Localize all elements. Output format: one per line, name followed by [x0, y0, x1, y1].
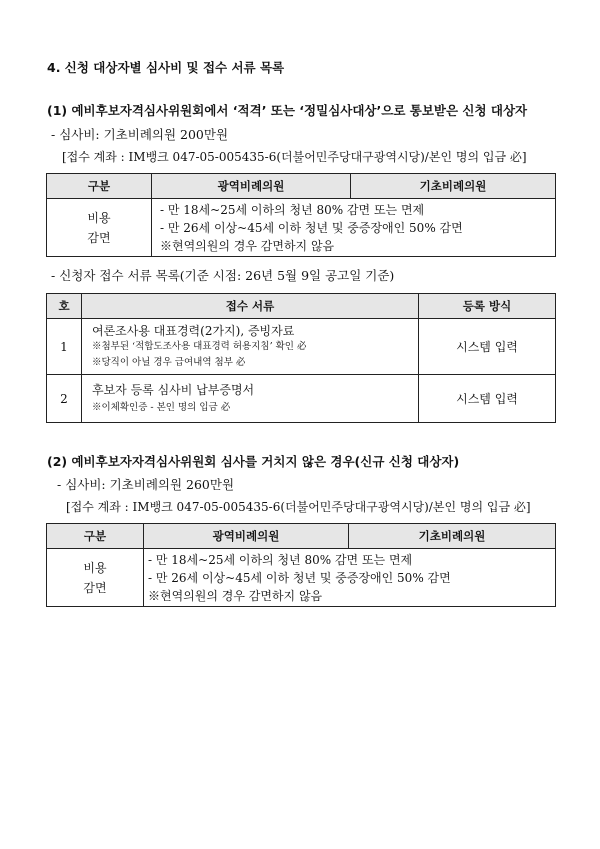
- reduction-note: ※현역의원의 경우 감면하지 않음: [148, 588, 323, 603]
- part2-fee: - 심사비: 기초비례의원 260만원: [57, 477, 235, 492]
- doc-title: 후보자 등록 심사비 납부증명서: [92, 382, 255, 397]
- section-title: 4. 신청 대상자별 심사비 및 접수 서류 목록: [47, 60, 285, 75]
- col-header-basic: 기초비례의원: [349, 524, 556, 549]
- reduction-line: - 만 18세~25세 이하의 청년 80% 감면 또는 면제: [160, 202, 425, 217]
- doc-cell: [82, 375, 419, 423]
- reduction-line: - 만 26세 이상~45세 이하 청년 및 중증장애인 50% 감면: [160, 220, 463, 235]
- table-row: [47, 375, 556, 423]
- docs-table: [46, 293, 556, 423]
- row-label-fee-reduction: [47, 549, 144, 607]
- row-label-line-1: 비용: [87, 210, 111, 225]
- docs-intro: - 신청자 접수 서류 목록(기준 시점: 26년 5월 9일 공고일 기준): [51, 268, 395, 283]
- reduction-line: - 만 18세~25세 이하의 청년 80% 감면 또는 면제: [148, 552, 413, 567]
- doc-cell: [82, 319, 419, 375]
- row-label-line-2: 감면: [83, 580, 107, 595]
- doc-title: 여론조사용 대표경력(2가지), 증빙자료: [92, 323, 295, 338]
- part1-heading: (1) 예비후보자격심사위원회에서 ‘적격’ 또는 ‘정밀심사대상’으로 통보받은 신청 대상자: [47, 103, 528, 118]
- col-header-method: 등록 방식: [419, 294, 556, 319]
- doc-note: ※이체확인증 - 본인 명의 입금 必: [92, 401, 231, 413]
- doc-note: ※첨부된 ‘적합도조사용 대표경력 허용지침’ 확인 必: [92, 340, 307, 352]
- row-number: 2: [47, 375, 82, 423]
- registration-method: 시스템 입력: [419, 375, 556, 423]
- row-number: 1: [47, 319, 82, 375]
- row-label-line-1: 비용: [83, 560, 107, 575]
- col-header-basic: 기초비례의원: [351, 174, 556, 199]
- col-header-no: 호: [47, 294, 82, 319]
- part1-fee-table: [46, 173, 556, 257]
- col-header-metro: 광역비례의원: [144, 524, 349, 549]
- part1-fee: - 심사비: 기초비례의원 200만원: [51, 127, 229, 142]
- part1-account: [접수 계좌 : IM뱅크 047-05-005435-6(더불어민주당대구광역시당)/본인 명의 입금 必]: [62, 150, 527, 164]
- row-label-line-2: 감면: [87, 230, 111, 245]
- reduction-line: - 만 26세 이상~45세 이하 청년 및 중증장애인 50% 감면: [148, 570, 451, 585]
- col-header-category: 구분: [47, 174, 152, 199]
- col-header-metro: 광역비례의원: [152, 174, 351, 199]
- fee-reduction-details: [152, 199, 556, 257]
- fee-reduction-details: [144, 549, 556, 607]
- col-header-doc: 접수 서류: [82, 294, 419, 319]
- part2-fee-table: [46, 523, 556, 607]
- part2-account: [접수 계좌 : IM뱅크 047-05-005435-6(더불어민주당대구광역시당)/본인 명의 입금 必]: [66, 500, 531, 514]
- col-header-category: 구분: [47, 524, 144, 549]
- part2-heading: (2) 예비후보자자격심사위원회 심사를 거치지 않은 경우(신규 신청 대상자): [47, 454, 460, 469]
- table-row: [47, 319, 556, 375]
- doc-note: ※당직이 아닐 경우 급여내역 첨부 必: [92, 356, 246, 368]
- row-label-fee-reduction: [47, 199, 152, 257]
- registration-method: 시스템 입력: [419, 319, 556, 375]
- reduction-note: ※현역의원의 경우 감면하지 않음: [160, 238, 335, 253]
